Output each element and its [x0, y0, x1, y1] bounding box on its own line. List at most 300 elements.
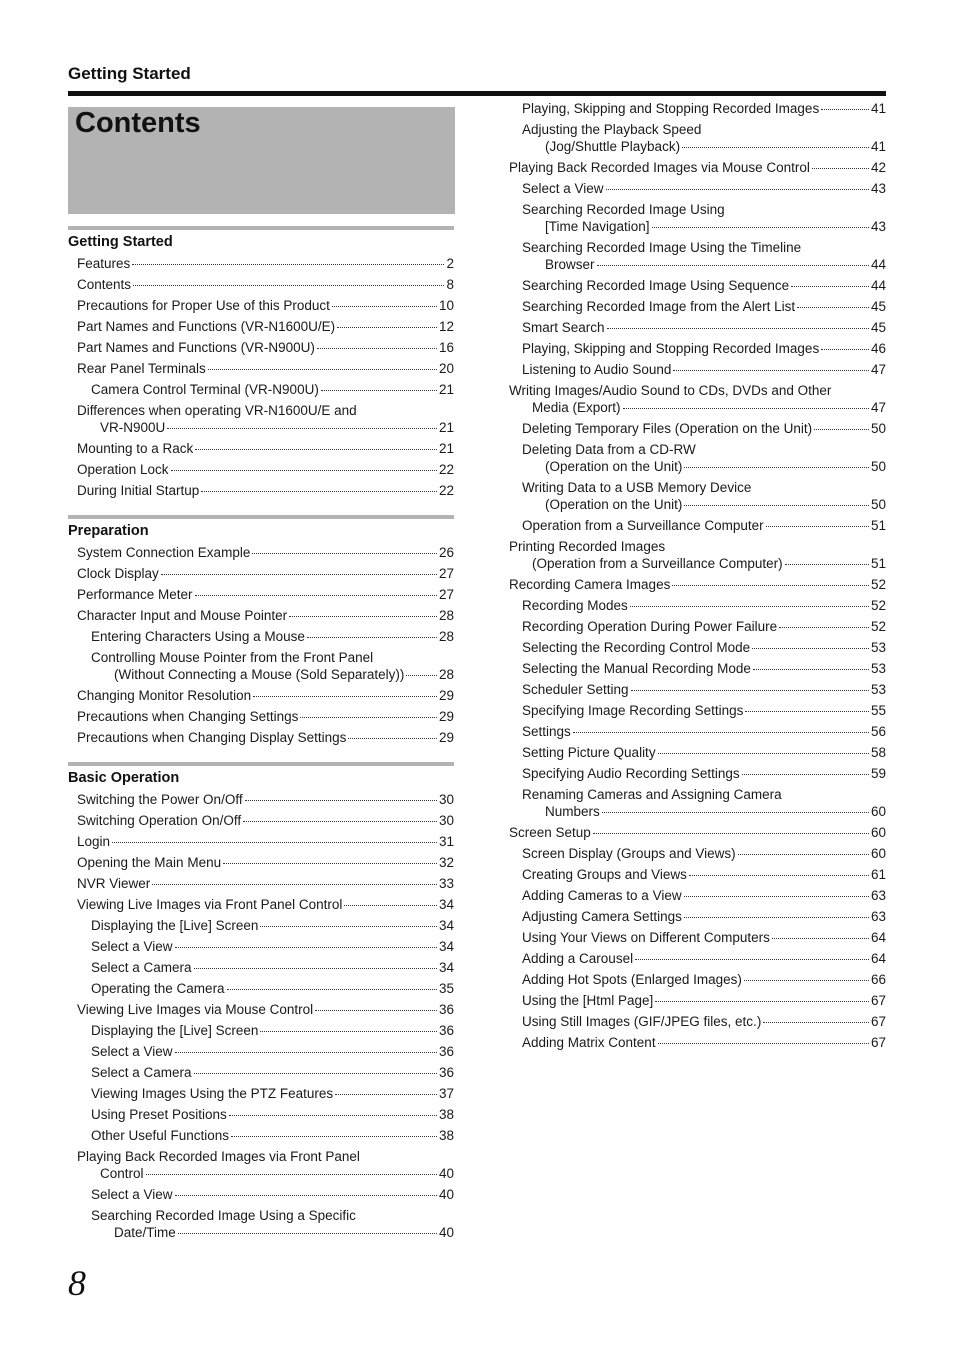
- toc-page-number: 8: [446, 277, 454, 292]
- toc-entry[interactable]: [509, 536, 886, 574]
- toc-page-number: 44: [870, 257, 886, 272]
- dot-leader: [195, 449, 437, 450]
- toc-page-number: 34: [438, 918, 454, 933]
- section-rule: [68, 515, 454, 519]
- toc-entry-leader-line: [522, 702, 886, 719]
- toc-entry-title: Operation from a Surveillance Computer: [522, 518, 764, 533]
- dot-leader: [223, 863, 437, 864]
- toc-entry-title: Adding Cameras to a View: [522, 888, 682, 903]
- toc-entry[interactable]: [509, 969, 886, 990]
- dot-leader: [335, 1094, 437, 1095]
- toc-entry[interactable]: [68, 542, 454, 563]
- toc-page-number: 51: [870, 518, 886, 533]
- toc-entry[interactable]: [68, 1184, 454, 1205]
- toc-entry[interactable]: [509, 948, 886, 969]
- toc-entry[interactable]: [509, 927, 886, 948]
- toc-entry-leader-line: [91, 1106, 454, 1123]
- toc-entry-leader-line: [522, 1013, 886, 1030]
- toc-entry[interactable]: [68, 810, 454, 831]
- toc-entry[interactable]: [68, 626, 454, 647]
- toc-entry[interactable]: [509, 616, 886, 637]
- toc-entry[interactable]: [509, 338, 886, 359]
- toc-entry-leader-line: [91, 959, 454, 976]
- toc-entry[interactable]: [68, 1062, 454, 1083]
- toc-entry[interactable]: [509, 595, 886, 616]
- toc-page-number: 36: [438, 1002, 454, 1017]
- toc-entry-leader-line: [77, 1001, 454, 1018]
- toc-entry-title: Opening the Main Menu: [77, 855, 222, 870]
- toc-page-number: 41: [870, 139, 886, 154]
- toc-entry-title: Switching the Power On/Off: [77, 792, 243, 807]
- toc-entry-title-line: Printing Recorded Images: [509, 539, 666, 554]
- toc-entry-leader-line: [522, 420, 886, 437]
- toc-entry-leader-line: [509, 576, 886, 593]
- toc-entry[interactable]: [68, 831, 454, 852]
- toc-entry-title: Recording Modes: [522, 598, 628, 613]
- toc-entry-title: Part Names and Functions (VR-N900U): [77, 340, 315, 355]
- toc-page-number: 50: [870, 421, 886, 436]
- toc-entry-title: Recording Camera Images: [509, 577, 671, 592]
- toc-page-number: 21: [438, 382, 454, 397]
- toc-page-number: 44: [870, 278, 886, 293]
- toc-entry[interactable]: [509, 119, 886, 157]
- toc-entry-leader-line: [522, 256, 886, 273]
- toc-entry-leader-line: [77, 854, 454, 871]
- toc-entry-title: Select a View: [91, 1187, 173, 1202]
- toc-entry[interactable]: [509, 885, 886, 906]
- toc-entry[interactable]: [509, 763, 886, 784]
- toc-entry[interactable]: [68, 400, 454, 438]
- toc-page-number: 45: [870, 320, 886, 335]
- toc-entry-title: (Operation on the Unit): [545, 459, 683, 474]
- toc-page-number: 45: [870, 299, 886, 314]
- toc-entry-leader-line: [522, 639, 886, 656]
- toc-entry-leader-line: [77, 440, 454, 457]
- toc-page-number: 43: [870, 181, 886, 196]
- toc-page-number: 51: [870, 556, 886, 571]
- toc-page-number: 34: [438, 960, 454, 975]
- header-rule: [68, 91, 886, 96]
- toc-entry[interactable]: [509, 990, 886, 1011]
- toc-entry[interactable]: [68, 379, 454, 400]
- toc-entry[interactable]: [509, 178, 886, 199]
- dot-leader: [684, 505, 869, 506]
- toc-entry[interactable]: [68, 915, 454, 936]
- toc-entry-title: Select a View: [91, 939, 173, 954]
- toc-page-number: 22: [438, 462, 454, 477]
- toc-entry-title: Specifying Image Recording Settings: [522, 703, 744, 718]
- toc-entry-leader-line: [91, 917, 454, 934]
- dot-leader: [753, 669, 869, 670]
- dot-leader: [146, 1174, 437, 1175]
- toc-page-number: 52: [870, 598, 886, 613]
- toc-entry-title: Viewing Live Images via Mouse Control: [77, 1002, 314, 1017]
- toc-entry[interactable]: [509, 1011, 886, 1032]
- toc-page-number: 40: [438, 1225, 454, 1240]
- toc-entry[interactable]: [509, 843, 886, 864]
- toc-entry[interactable]: [509, 439, 886, 477]
- toc-entry-title: Playing, Skipping and Stopping Recorded Images: [522, 341, 820, 356]
- toc-entry[interactable]: [68, 1041, 454, 1062]
- dot-leader: [175, 1195, 437, 1196]
- toc-page-number: 47: [870, 362, 886, 377]
- toc-entry[interactable]: [68, 685, 454, 706]
- toc-entry-leader-line: [77, 255, 454, 272]
- toc-entry-leader-line: [509, 159, 886, 176]
- toc-entry-title: Searching Recorded Image Using Sequence: [522, 278, 790, 293]
- toc-page-number: 41: [870, 101, 886, 116]
- toc-entry-leader-line: [91, 938, 454, 955]
- toc-entry-leader-line: [522, 803, 886, 820]
- toc-entry-title-line: Playing Back Recorded Images via Front Panel: [77, 1149, 360, 1164]
- toc-page-number: 36: [438, 1065, 454, 1080]
- toc-entry-leader-line: [522, 277, 886, 294]
- toc-entry-title: Searching Recorded Image from the Alert List: [522, 299, 796, 314]
- dot-leader: [315, 1010, 437, 1011]
- toc-entry[interactable]: [68, 438, 454, 459]
- toc-entry[interactable]: [509, 1032, 886, 1053]
- toc-entry-leader-line: [522, 723, 886, 740]
- toc-page-number: 43: [870, 219, 886, 234]
- toc-entry-leader-line: [522, 1034, 886, 1051]
- dot-leader: [243, 821, 437, 822]
- toc-page-number: 27: [438, 566, 454, 581]
- toc-entry[interactable]: [509, 700, 886, 721]
- toc-entry-title: (Jog/Shuttle Playback): [545, 139, 681, 154]
- dot-leader: [348, 738, 437, 739]
- toc-page-number: 58: [870, 745, 886, 760]
- toc-page-number: 29: [438, 730, 454, 745]
- toc-entry-title: Playing Back Recorded Images via Mouse Control: [509, 160, 810, 175]
- dot-leader: [167, 428, 437, 429]
- toc-entry[interactable]: [68, 647, 454, 685]
- dot-leader: [332, 306, 437, 307]
- toc-entry[interactable]: [68, 727, 454, 748]
- toc-entry-title: Part Names and Functions (VR-N1600U/E): [77, 319, 336, 334]
- dot-leader: [178, 1233, 437, 1234]
- toc-entry-title: Operating the Camera: [91, 981, 225, 996]
- toc-entry[interactable]: [509, 679, 886, 700]
- dot-leader: [630, 606, 869, 607]
- dot-leader: [133, 285, 444, 286]
- toc-entry[interactable]: [509, 477, 886, 515]
- toc-entry-title: Displaying the [Live] Screen: [91, 1023, 259, 1038]
- toc-entry-title: Contents: [77, 277, 132, 292]
- toc-entry-title-line: Deleting Data from a CD-RW: [522, 442, 696, 457]
- toc-entry[interactable]: [68, 1020, 454, 1041]
- dot-leader: [260, 1031, 437, 1032]
- toc-page-number: 2: [446, 256, 454, 271]
- toc-entry-leader-line: [522, 340, 886, 357]
- toc-entry[interactable]: [68, 337, 454, 358]
- toc-entry-leader-line: [522, 517, 886, 534]
- toc-entry[interactable]: [68, 873, 454, 894]
- toc-page-number: 27: [438, 587, 454, 602]
- toc-entry-title: Adjusting Camera Settings: [522, 909, 682, 924]
- toc-entry[interactable]: [509, 237, 886, 275]
- toc-entry-title: Numbers: [545, 804, 600, 819]
- toc-page-number: 50: [870, 459, 886, 474]
- toc-entry[interactable]: [509, 157, 886, 178]
- section-title: Preparation: [68, 523, 149, 539]
- toc-entry-leader-line: [522, 887, 886, 904]
- toc-entry-leader-line: [522, 458, 886, 475]
- toc-entry[interactable]: [509, 658, 886, 679]
- toc-entry[interactable]: [68, 1104, 454, 1125]
- toc-entry-title: Selecting the Manual Recording Mode: [522, 661, 751, 676]
- toc-entry-title: Adding a Carousel: [522, 951, 634, 966]
- toc-page-number: 53: [870, 682, 886, 697]
- toc-page-number: 67: [870, 1014, 886, 1029]
- toc-entry[interactable]: [68, 1083, 454, 1104]
- toc-page-number: 60: [870, 804, 886, 819]
- toc-page-number: 10: [438, 298, 454, 313]
- toc-entry-title: Screen Display (Groups and Views): [522, 846, 736, 861]
- toc-page-number: 12: [438, 319, 454, 334]
- toc-entry-leader-line: [91, 1064, 454, 1081]
- dot-leader: [682, 147, 869, 148]
- toc-entry-title: (Operation from a Surveillance Computer): [532, 556, 783, 571]
- dot-leader: [321, 390, 437, 391]
- dot-leader: [785, 564, 869, 565]
- toc-entry-leader-line: [522, 138, 886, 155]
- toc-entry[interactable]: [509, 822, 886, 843]
- toc-entry[interactable]: [68, 459, 454, 480]
- toc-entry-leader-line: [91, 1043, 454, 1060]
- toc-entry-title: Character Input and Mouse Pointer: [77, 608, 288, 623]
- toc-entry-leader-line: [77, 896, 454, 913]
- dot-leader: [684, 896, 869, 897]
- section-title: Getting Started: [68, 234, 173, 250]
- dot-leader: [597, 265, 869, 266]
- toc-entry-leader-line: [77, 729, 454, 746]
- toc-entry[interactable]: [68, 295, 454, 316]
- dot-leader: [821, 109, 869, 110]
- toc-entry-leader-line: [77, 1165, 454, 1182]
- toc-entry[interactable]: [68, 957, 454, 978]
- toc-entry-title: Listening to Audio Sound: [522, 362, 672, 377]
- toc-entry-title: Scheduler Setting: [522, 682, 629, 697]
- toc-entry[interactable]: [68, 789, 454, 810]
- toc-entry[interactable]: [68, 480, 454, 501]
- toc-entry-title: Switching Operation On/Off: [77, 813, 242, 828]
- toc-entry[interactable]: [509, 637, 886, 658]
- toc-entry[interactable]: [68, 584, 454, 605]
- toc-entry-title-line: Searching Recorded Image Using a Specific: [91, 1208, 356, 1223]
- toc-entry-title: System Connection Example: [77, 545, 251, 560]
- toc-page-number: 66: [870, 972, 886, 987]
- toc-entry-leader-line: [77, 360, 454, 377]
- toc-entry-title: [Time Navigation]: [545, 219, 650, 234]
- toc-entry-leader-line: [522, 866, 886, 883]
- toc-page-number: 64: [870, 930, 886, 945]
- dot-leader: [289, 616, 437, 617]
- toc-page-number: 16: [438, 340, 454, 355]
- dot-leader: [300, 717, 437, 718]
- toc-entry-title: Creating Groups and Views: [522, 867, 687, 882]
- toc-page-number: 47: [870, 400, 886, 415]
- toc-entry[interactable]: [68, 316, 454, 337]
- dot-leader: [231, 1136, 437, 1137]
- toc-page-number: 56: [870, 724, 886, 739]
- toc-entry-title-line: Differences when operating VR-N1600U/E and: [77, 403, 357, 418]
- page-number: 8: [68, 1263, 86, 1303]
- dot-leader: [175, 947, 437, 948]
- toc-entry-title: (Operation on the Unit): [545, 497, 683, 512]
- toc-entry-title: Adding Matrix Content: [522, 1035, 656, 1050]
- toc-entry-title: Adding Hot Spots (Enlarged Images): [522, 972, 742, 987]
- toc-entry[interactable]: [509, 784, 886, 822]
- toc-entry-leader-line: [509, 824, 886, 841]
- toc-entry-leader-line: [522, 361, 886, 378]
- toc-entry-title: Setting Picture Quality: [522, 745, 656, 760]
- toc-entry[interactable]: [68, 706, 454, 727]
- toc-entry[interactable]: [68, 563, 454, 584]
- toc-entry-leader-line: [522, 298, 886, 315]
- dot-leader: [602, 812, 869, 813]
- dot-leader: [208, 369, 437, 370]
- dot-leader: [161, 574, 437, 575]
- toc-entry-leader-line: [91, 1127, 454, 1144]
- toc-entry-title: Precautions when Changing Settings: [77, 709, 299, 724]
- toc-entry-title: Precautions when Changing Display Settings: [77, 730, 347, 745]
- toc-entry-leader-line: [91, 1022, 454, 1039]
- toc-entry[interactable]: [68, 894, 454, 915]
- toc-entry[interactable]: [509, 296, 886, 317]
- toc-entry-leader-line: [77, 607, 454, 624]
- toc-entry[interactable]: [509, 418, 886, 439]
- toc-entry-title: Features: [77, 256, 131, 271]
- toc-entry-leader-line: [77, 419, 454, 436]
- toc-entry-title: Playing, Skipping and Stopping Recorded Images: [522, 101, 820, 116]
- toc-page-number: 36: [438, 1023, 454, 1038]
- toc-page-number: 21: [438, 420, 454, 435]
- toc-entry-title: Login: [77, 834, 111, 849]
- toc-entry[interactable]: [509, 515, 886, 536]
- toc-entry[interactable]: [509, 359, 886, 380]
- dot-leader: [195, 595, 437, 596]
- toc-page-number: 52: [870, 577, 886, 592]
- toc-entry-title: Media (Export): [532, 400, 621, 415]
- toc-entry-title: NVR Viewer: [77, 876, 151, 891]
- dot-leader: [658, 753, 869, 754]
- contents-title-box: [68, 107, 455, 214]
- dot-leader: [738, 854, 869, 855]
- toc-entry-leader-line: [77, 276, 454, 293]
- toc-entry[interactable]: [509, 199, 886, 237]
- toc-entry-leader-line: [91, 666, 454, 683]
- toc-entry-title-line: Writing Data to a USB Memory Device: [522, 480, 752, 495]
- toc-entry[interactable]: [68, 1205, 454, 1243]
- section-title: Basic Operation: [68, 770, 180, 786]
- toc-entry[interactable]: [509, 317, 886, 338]
- toc-entry[interactable]: [509, 906, 886, 927]
- dot-leader: [227, 989, 437, 990]
- toc-entry[interactable]: [509, 721, 886, 742]
- toc-entry[interactable]: [68, 1146, 454, 1184]
- toc-entry[interactable]: [509, 98, 886, 119]
- dot-leader: [307, 637, 437, 638]
- toc-entry-leader-line: [522, 992, 886, 1009]
- toc-entry[interactable]: [68, 936, 454, 957]
- toc-entry[interactable]: [509, 864, 886, 885]
- dot-leader: [194, 1073, 437, 1074]
- dot-leader: [797, 307, 869, 308]
- toc-entry-title: Operation Lock: [77, 462, 169, 477]
- dot-leader: [229, 1115, 437, 1116]
- toc-entry-leader-line: [77, 875, 454, 892]
- dot-leader: [132, 264, 444, 265]
- dot-leader: [689, 875, 869, 876]
- toc-entry-leader-line: [77, 833, 454, 850]
- toc-entry-title: Date/Time: [114, 1225, 176, 1240]
- toc-entry-title: Control: [100, 1166, 144, 1181]
- toc-entry[interactable]: [68, 852, 454, 873]
- toc-page-number: 28: [438, 608, 454, 623]
- toc-entry-leader-line: [91, 1085, 454, 1102]
- dot-leader: [593, 833, 869, 834]
- dot-leader: [252, 553, 437, 554]
- toc-page-number: 67: [870, 1035, 886, 1050]
- toc-section: [68, 762, 454, 1243]
- toc-entry[interactable]: [509, 380, 886, 418]
- toc-page-number: 21: [438, 441, 454, 456]
- toc-entry[interactable]: [68, 253, 454, 274]
- dot-leader: [171, 470, 437, 471]
- toc-entry-title: During Initial Startup: [77, 483, 200, 498]
- toc-entry-title: Using Still Images (GIF/JPEG files, etc.): [522, 1014, 762, 1029]
- dot-leader: [317, 348, 437, 349]
- toc-entry[interactable]: [68, 978, 454, 999]
- toc-entry-title: Specifying Audio Recording Settings: [522, 766, 740, 781]
- dot-leader: [745, 711, 869, 712]
- toc-entry-leader-line: [77, 812, 454, 829]
- toc-entry[interactable]: [509, 742, 886, 763]
- toc-page-number: 35: [438, 981, 454, 996]
- toc-entry[interactable]: [68, 605, 454, 626]
- toc-entry-title: Entering Characters Using a Mouse: [91, 629, 305, 644]
- toc-entry-leader-line: [77, 339, 454, 356]
- toc-entry-leader-line: [509, 555, 886, 572]
- dot-leader: [814, 429, 869, 430]
- dot-leader: [606, 189, 869, 190]
- toc-entry[interactable]: [68, 1125, 454, 1146]
- toc-entry-title: Select a Camera: [91, 960, 192, 975]
- toc-entry-title: Smart Search: [522, 320, 605, 335]
- dot-leader: [201, 491, 437, 492]
- toc-entry[interactable]: [68, 999, 454, 1020]
- toc-entry[interactable]: [509, 574, 886, 595]
- toc-entry[interactable]: [68, 274, 454, 295]
- toc-entry[interactable]: [509, 275, 886, 296]
- dot-leader: [635, 959, 869, 960]
- toc-page-number: 67: [870, 993, 886, 1008]
- toc-entry-leader-line: [522, 660, 886, 677]
- toc-page-number: 29: [438, 709, 454, 724]
- toc-entry-leader-line: [522, 744, 886, 761]
- toc-entry-leader-line: [522, 100, 886, 117]
- dot-leader: [772, 938, 869, 939]
- toc-entry[interactable]: [68, 358, 454, 379]
- toc-entry-title: Using Your Views on Different Computers: [522, 930, 770, 945]
- toc-entry-leader-line: [522, 845, 886, 862]
- toc-page-number: 64: [870, 951, 886, 966]
- toc-page-number: 22: [438, 483, 454, 498]
- dot-leader: [821, 349, 869, 350]
- toc-page-number: 38: [438, 1107, 454, 1122]
- toc-entry-title: (Without Connecting a Mouse (Sold Separately)): [114, 667, 405, 682]
- dot-leader: [763, 1022, 869, 1023]
